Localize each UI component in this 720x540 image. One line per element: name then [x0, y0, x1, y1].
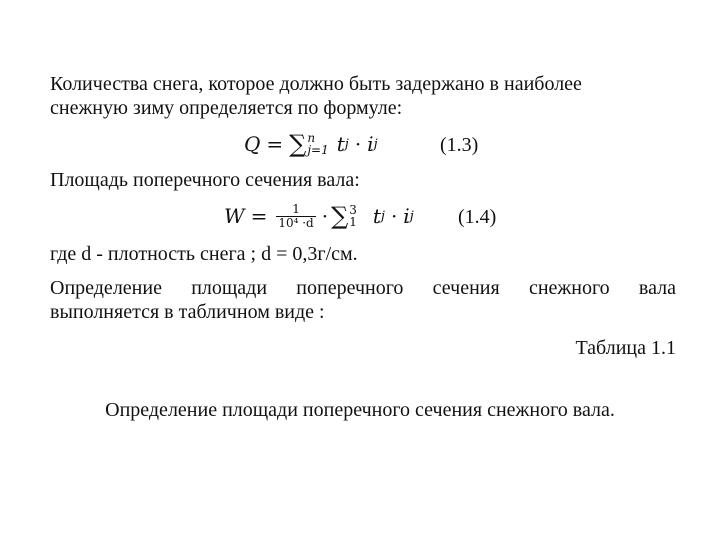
formula1-sigma: ∑: [289, 130, 307, 158]
table-caption: Определение площади поперечного сечения снежного вала.: [105, 399, 615, 421]
formula2-t-sub: j: [380, 208, 385, 224]
paragraph2-line1: Площадь поперечного сечения вала:: [50, 169, 360, 191]
formula1-t-sub: j: [344, 136, 349, 152]
formula2-eq: =: [250, 204, 268, 228]
formula-1-4: [224, 198, 414, 234]
formula1-upper: n: [307, 131, 316, 145]
formula1-t: t: [336, 132, 345, 156]
formula1-lower: j=1: [307, 143, 329, 157]
formula2-upper: 3: [349, 203, 357, 217]
formula1-sum: [289, 132, 329, 156]
formula1-dot: ·: [354, 132, 362, 156]
formula2-fraction: [276, 203, 315, 230]
formula2-frac-den: 10⁴ ·d: [278, 215, 314, 230]
formula1-number: (1.3): [440, 134, 479, 156]
formula2-sum: [331, 204, 357, 228]
formula2-lower: 1: [349, 215, 357, 229]
formula2-lhs: W: [224, 204, 245, 228]
paragraph1-line1: Количества снега, которое должно быть задержано в наиболее: [50, 73, 582, 95]
formula2-i-sub: j: [409, 208, 414, 224]
formula2-sigma: ∑: [331, 202, 349, 230]
formula2-number: (1.4): [458, 206, 497, 228]
paragraph3-line1: где d - плотность снега ; d = 0,3г/см.: [50, 243, 358, 265]
paragraph4-line2: выполняется в табличном виде :: [50, 301, 325, 323]
table-label: Таблица 1.1: [575, 337, 676, 359]
formula1-eq: =: [266, 132, 284, 156]
formula2-dot2: ·: [390, 204, 398, 228]
formula1-i: i: [367, 132, 374, 156]
formula2-t: t: [372, 204, 381, 228]
formula-1-3: [244, 128, 378, 160]
formula2-dot1: ·: [321, 204, 329, 228]
formula2-i: i: [403, 204, 410, 228]
paragraph4-line1: Определение площади поперечного сечения снежного вала: [50, 277, 676, 299]
formula1-i-sub: j: [373, 136, 378, 152]
formula2-frac-num: 1: [292, 201, 300, 216]
formula1-lhs: Q: [244, 132, 261, 156]
paragraph1-line2: снежную зиму определяется по формуле:: [50, 97, 403, 119]
